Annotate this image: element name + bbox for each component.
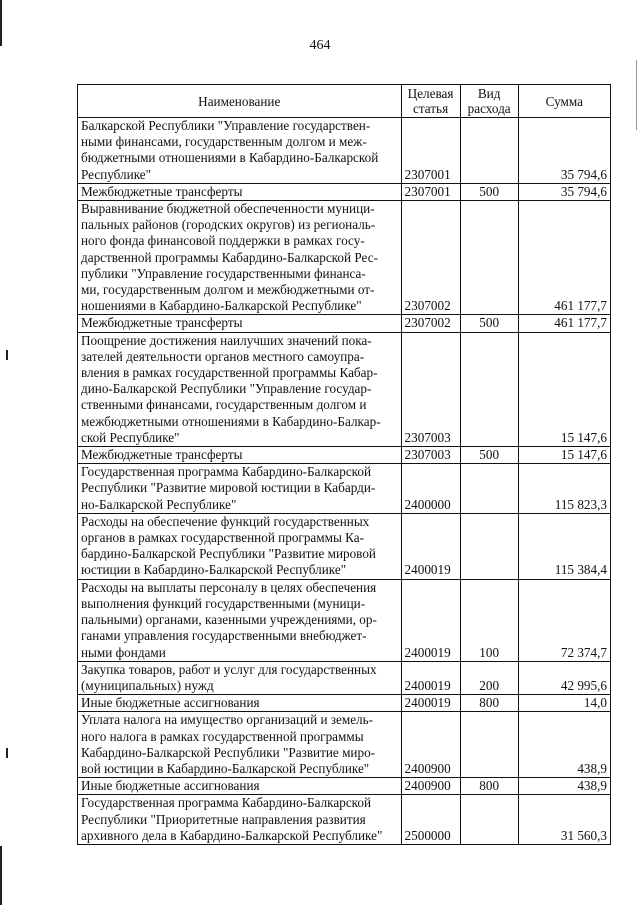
table-row [78, 447, 611, 464]
cell-name-line: Выравнивание бюджетной обеспеченности муници- [81, 201, 375, 217]
cell-name [78, 778, 402, 795]
cell-name [78, 513, 402, 579]
table-row [78, 695, 611, 712]
cell-name-line: Межбюджетные трансферты [81, 447, 243, 463]
header-name: Наименование [78, 85, 402, 118]
cell-kind [460, 513, 518, 579]
cell-name-line: Расходы на выплаты персоналу в целях обеспечения [81, 579, 377, 595]
cell-name [78, 464, 402, 514]
table-row [78, 315, 611, 332]
cell-name-line: зателей деятельности органов местного самоупра- [81, 348, 365, 364]
cell-sum: 438,9 [518, 778, 610, 795]
cell-name-line: ми, государственным долгом и межбюджетными от- [81, 282, 375, 298]
cell-sum: 35 794,6 [518, 183, 610, 200]
scan-edge-mark [0, 0, 2, 46]
cell-name-line: бардино-Балкарской Республики "Развитие мировой [81, 546, 376, 562]
cell-code: 2500000 [401, 795, 460, 845]
cell-kind [460, 795, 518, 845]
table-row [78, 513, 611, 579]
table-row [78, 332, 611, 446]
cell-name-line: пальных районов (городских округов) из региональ- [81, 217, 376, 233]
header-code-line2: статья [413, 101, 449, 116]
cell-code: 2400019 [401, 513, 460, 579]
cell-name-line: Поощрение достижения наилучших значений пока- [81, 332, 372, 348]
cell-kind: 800 [460, 695, 518, 712]
cell-name-line: пальными) органами, казенными учреждениями, ор- [81, 612, 377, 628]
cell-name-line: Межбюджетные трансферты [81, 315, 243, 331]
scan-edge-mark [6, 748, 8, 758]
cell-name-line: межбюджетными отношениями в Кабардино-Балкар- [81, 413, 381, 429]
cell-code: 2307003 [401, 447, 460, 464]
cell-name-line: Государственная программа Кабардино-Балкарской [81, 795, 372, 811]
cell-name-line: Межбюджетные трансферты [81, 183, 243, 199]
cell-name-line: ными финансами, государственным долгом и меж- [81, 134, 367, 150]
cell-name [78, 795, 402, 845]
cell-name [78, 712, 402, 778]
cell-sum: 72 374,7 [518, 579, 610, 661]
cell-sum: 461 177,7 [518, 201, 610, 315]
cell-name-line: дино-Балкарской Республики "Управление государ- [81, 381, 372, 397]
header-row [78, 85, 611, 118]
cell-code: 2307002 [401, 201, 460, 315]
table-row [78, 464, 611, 514]
cell-name-line: ными фондами [81, 644, 166, 660]
cell-code: 2400900 [401, 712, 460, 778]
cell-kind [460, 332, 518, 446]
cell-name-line: вой юстиции в Кабардино-Балкарской Республике" [81, 760, 370, 776]
table-row [78, 183, 611, 200]
cell-name-line: Кабардино-Балкарской Республики "Развитие миро- [81, 744, 376, 760]
cell-sum: 115 384,4 [518, 513, 610, 579]
cell-name-line: Республики "Приоритетные направления развития [81, 811, 366, 827]
cell-name [78, 447, 402, 464]
scan-edge-mark [6, 350, 8, 360]
cell-code: 2400019 [401, 695, 460, 712]
scan-edge-mark [636, 60, 637, 130]
header-sum: Сумма [518, 85, 610, 118]
cell-name-line: дарственной программы Кабардино-Балкарской Рес- [81, 249, 378, 265]
cell-sum: 14,0 [518, 695, 610, 712]
table-row [78, 579, 611, 661]
cell-name-line: Иные бюджетные ассигнования [81, 695, 260, 711]
cell-sum: 42 995,6 [518, 661, 610, 694]
cell-kind: 800 [460, 778, 518, 795]
cell-sum: 461 177,7 [518, 315, 610, 332]
cell-name-line: Республике" [81, 166, 152, 182]
cell-kind [460, 712, 518, 778]
header-kind-line1: Вид [477, 86, 501, 101]
cell-name [78, 315, 402, 332]
cell-name-line: Балкарской Республики "Управление государствен- [81, 118, 371, 133]
cell-sum: 31 560,3 [518, 795, 610, 845]
cell-name [78, 661, 402, 694]
cell-name-line: юстиции в Кабардино-Балкарской Республике" [81, 562, 347, 578]
cell-code: 2307003 [401, 332, 460, 446]
cell-name [78, 332, 402, 446]
cell-name-line: Иные бюджетные ассигнования [81, 778, 260, 794]
table-row [78, 778, 611, 795]
table-row [78, 795, 611, 845]
cell-kind: 500 [460, 183, 518, 200]
cell-name-line: (муниципальных) нужд [81, 677, 214, 693]
cell-name-line: публики "Управление государственными финанса- [81, 265, 366, 281]
cell-name-line: Республики "Развитие мировой юстиции в Кабарди- [81, 480, 376, 496]
cell-name-line: Расходы на обеспечение функций государственных [81, 513, 370, 529]
cell-name-line: Закупка товаров, работ и услуг для государственных [81, 661, 377, 677]
cell-name-line: ного фонда финансовой поддержки в рамках госу- [81, 233, 365, 249]
cell-kind [460, 464, 518, 514]
table-header [78, 85, 611, 118]
cell-name-line: органов в рамках государственной программы Ка- [81, 530, 364, 546]
cell-code: 2307001 [401, 183, 460, 200]
cell-name-line: Уплата налога на имущество организаций и земель- [81, 712, 374, 728]
header-code [401, 85, 460, 118]
cell-kind [460, 201, 518, 315]
cell-code: 2400019 [401, 661, 460, 694]
cell-kind [460, 118, 518, 184]
table-row [78, 118, 611, 184]
cell-kind: 500 [460, 447, 518, 464]
page-number: 464 [309, 38, 331, 53]
cell-name-line: но-Балкарской Республике" [81, 496, 237, 512]
header-kind [460, 85, 518, 118]
cell-name [78, 118, 402, 184]
cell-name-line: бюджетными отношениями в Кабардино-Балкарской [81, 150, 379, 166]
cell-sum: 15 147,6 [518, 332, 610, 446]
cell-code: 2307001 [401, 118, 460, 184]
cell-name-line: ской Республике" [81, 429, 180, 445]
scan-edge-mark [0, 846, 2, 905]
cell-code: 2307002 [401, 315, 460, 332]
cell-kind: 500 [460, 315, 518, 332]
cell-name [78, 183, 402, 200]
cell-name-line: ганами управления государственными внебюджет- [81, 628, 367, 644]
cell-name-line: Государственная программа Кабардино-Балкарской [81, 464, 372, 480]
table-body [78, 118, 611, 845]
cell-name [78, 695, 402, 712]
cell-code: 2400000 [401, 464, 460, 514]
cell-code: 2400019 [401, 579, 460, 661]
cell-name-line: ного налога в рамках государственной программы [81, 728, 364, 744]
cell-code: 2400900 [401, 778, 460, 795]
table-row [78, 661, 611, 694]
cell-name-line: ственными финансами, государственным долгом и [81, 397, 367, 413]
cell-kind: 200 [460, 661, 518, 694]
cell-name-line: ношениями в Кабардино-Балкарской Республике" [81, 298, 362, 314]
cell-kind: 100 [460, 579, 518, 661]
cell-sum: 35 794,6 [518, 118, 610, 184]
cell-name-line: вления в рамках государственной программы Кабар- [81, 365, 378, 381]
cell-name-line: архивного дела в Кабардино-Балкарской Республике" [81, 827, 383, 843]
header-kind-line2: расхода [467, 101, 511, 116]
cell-name [78, 201, 402, 315]
table-row [78, 201, 611, 315]
cell-sum: 15 147,6 [518, 447, 610, 464]
table-row [78, 712, 611, 778]
header-code-line1: Целевая [407, 86, 454, 101]
cell-name [78, 579, 402, 661]
cell-sum: 438,9 [518, 712, 610, 778]
cell-name-line: выполнения функций государственными (муници- [81, 595, 366, 611]
budget-table [77, 84, 611, 845]
cell-sum: 115 823,3 [518, 464, 610, 514]
